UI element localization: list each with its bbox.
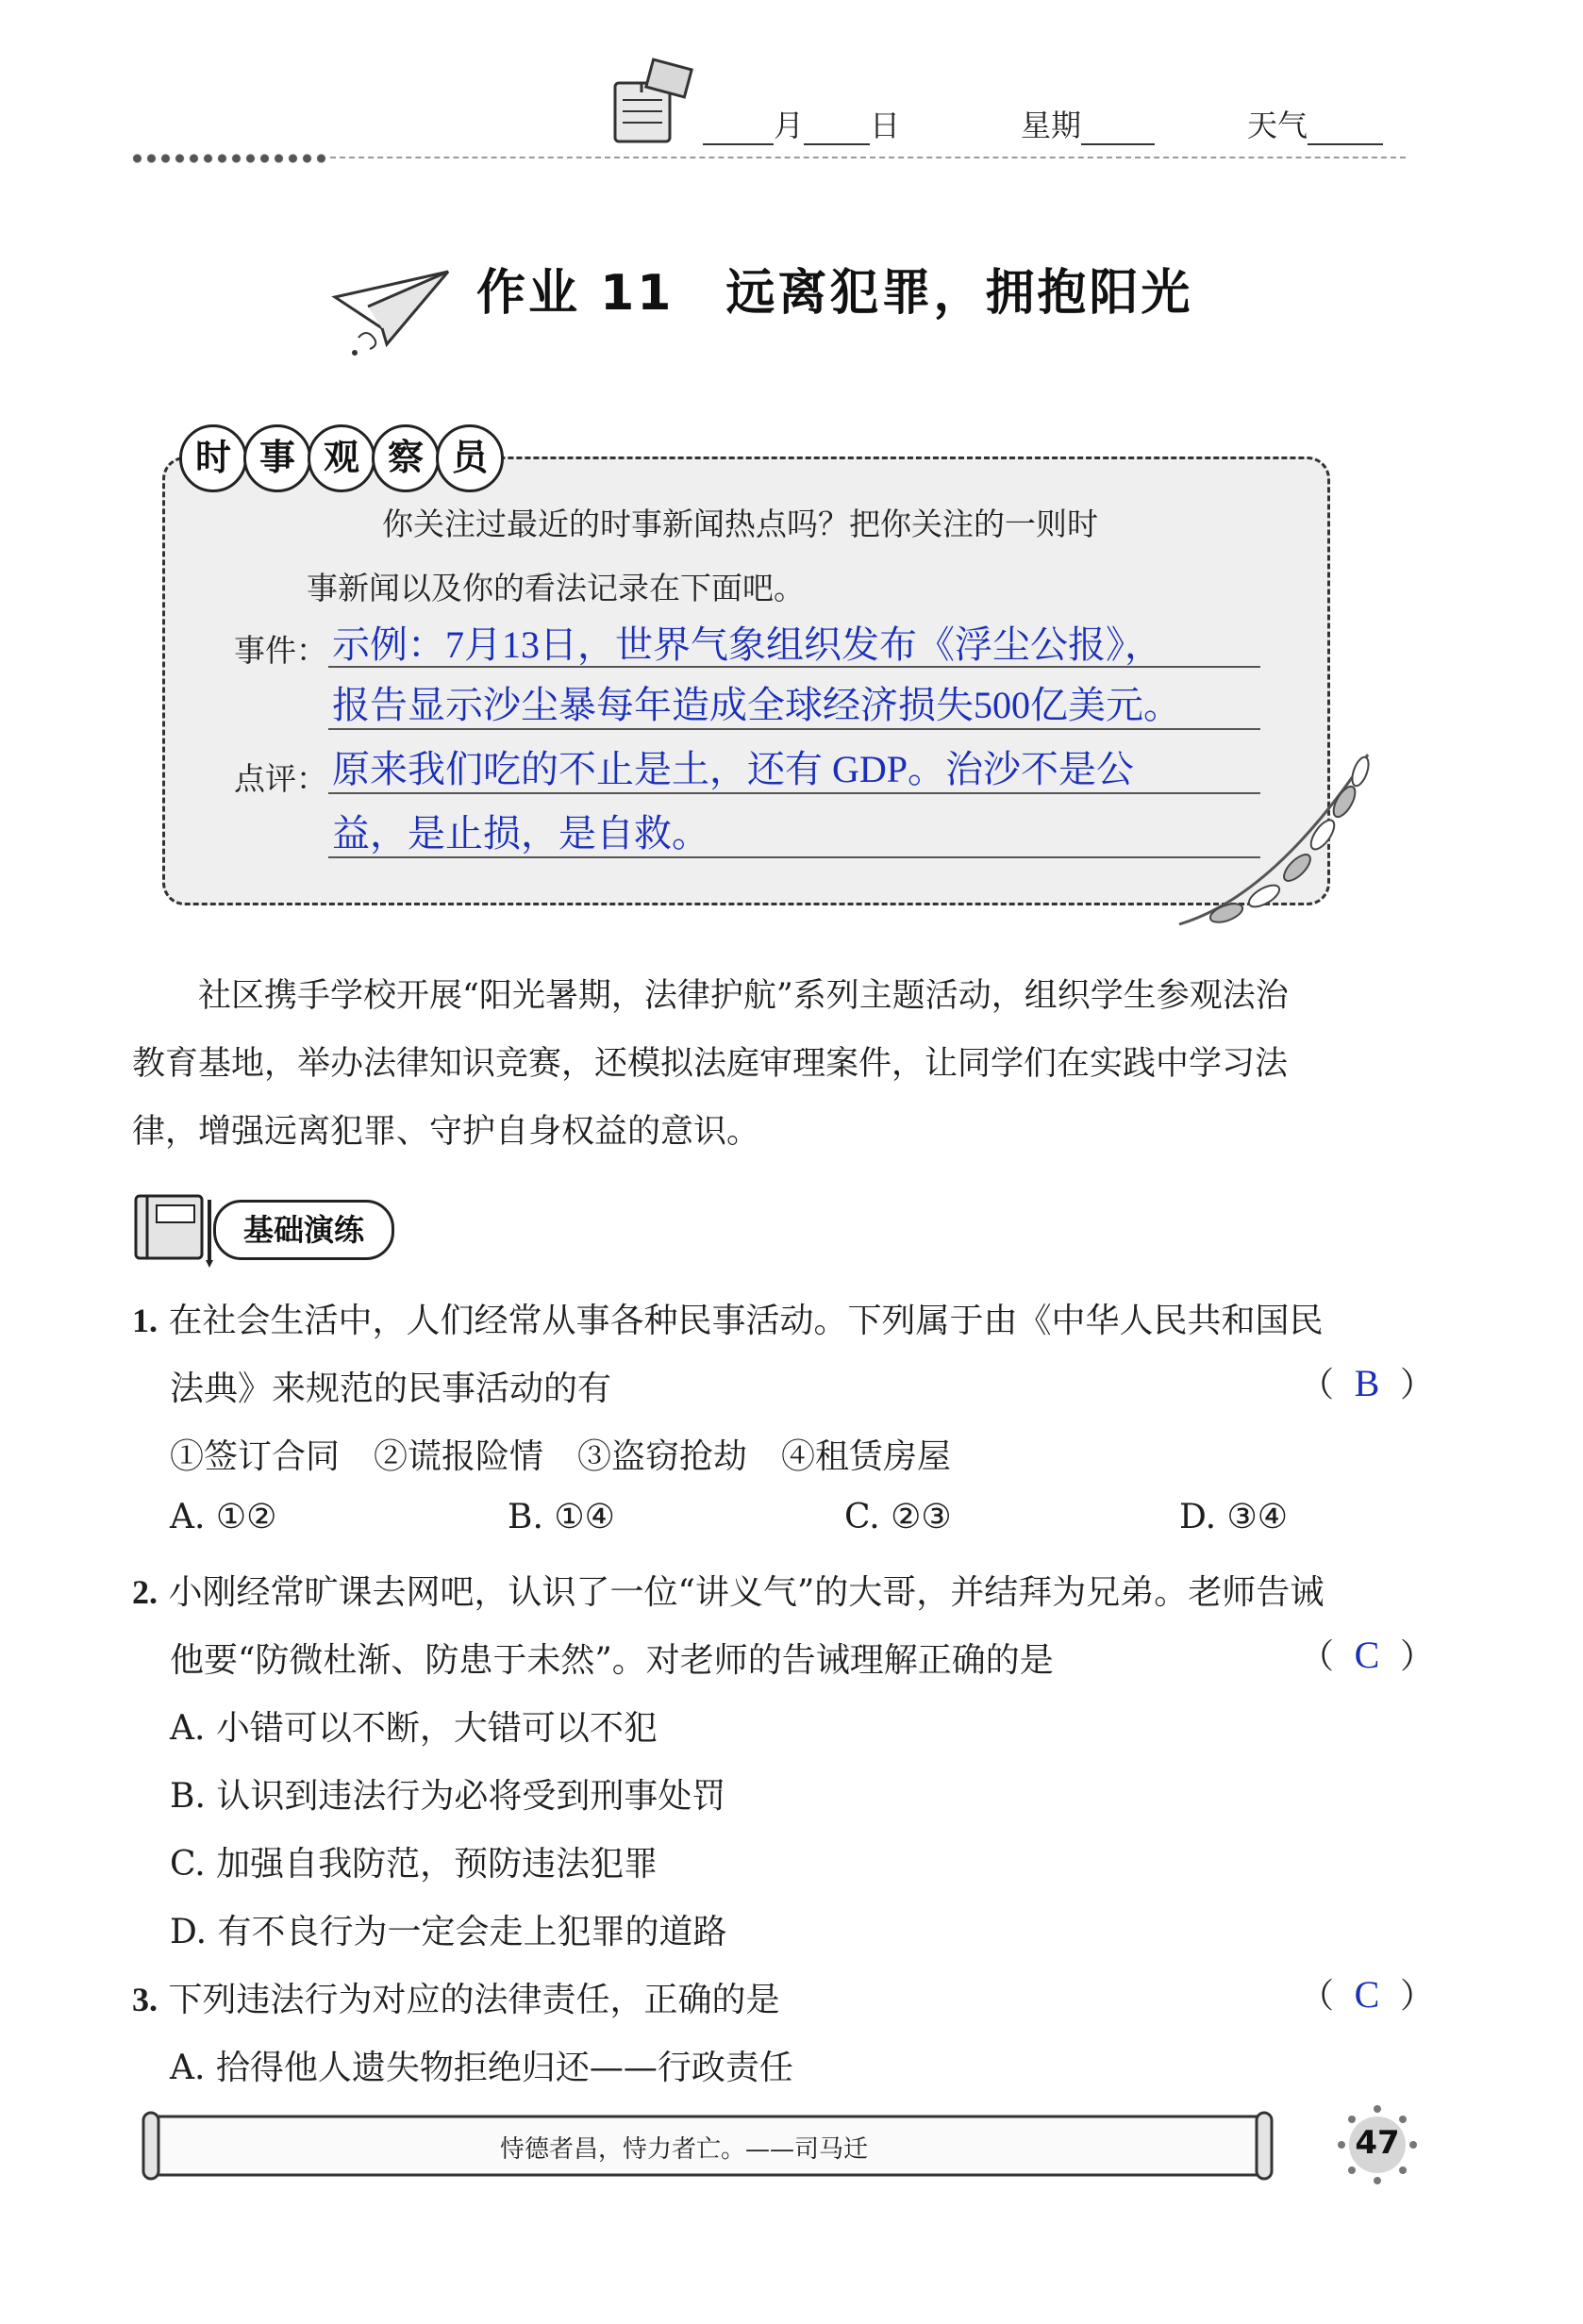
comment-label: 点评： [234,760,327,797]
question-2-text1: 小刚经常旷课去网吧，认识了一位“讲义气”的大哥，并结拜为兄弟。老师告诫 [168,1573,1325,1612]
section-label: 基础演练 [213,1200,394,1260]
leaf-branch-decoration [1160,736,1387,953]
event-line2: 报告显示沙尘暴每年造成全球经济损失500亿美元。 [332,684,1181,726]
page-number-badge [1338,2105,1417,2184]
weather-label: 天气 [1247,108,1308,143]
footer-quote: 恃德者昌，恃力者亡。——司马迁 [500,2135,869,2164]
page-number: 47 [1355,2124,1400,2162]
date-month-field [703,102,900,145]
observer-intro-line2: 事新闻以及你的看法记录在下面吧。 [307,570,805,606]
weather-blank [1308,111,1383,145]
question-3-number: 3. [132,1981,158,2018]
question-1-option-a: A. ①② [170,1498,277,1536]
question-1-option-c: C. ②③ [844,1498,952,1536]
observer-badge-char-2: 事 [243,424,311,492]
question-3-answer-paren: （ C ） [1300,1973,1435,2016]
question-3-answer: C [1354,1973,1380,2016]
paper-plane-icon [330,255,453,358]
observer-badge-char-1: 时 [179,424,247,492]
comment-line2: 益，是止损，是自救。 [332,812,709,855]
question-2-answer: C [1354,1634,1380,1676]
header-notebook-icon [604,55,698,149]
question-2-option-d: D. 有不良行为一定会走上犯罪的道路 [170,1913,727,1951]
event-line1: 示例：7月13日，世界气象组织发布《浮尘公报》， [332,623,1162,666]
question-2-option-b: B. 认识到违法行为必将受到刑事处罚 [170,1777,726,1816]
question-2-text2: 他要“防微杜渐、防患于未然”。对老师的告诫理解正确的是 [170,1641,1054,1680]
comment-rule-1 [328,792,1260,794]
intro-paragraph-line2: 教育基地，举办法律知识竞赛，还模拟法庭审理案件，让同学们在实践中学习法 [132,1045,1289,1083]
week-field [1021,102,1155,145]
event-label: 事件： [234,632,327,669]
question-3-option-a: A. 拾得他人遗失物拒绝归还——行政责任 [170,2049,793,2087]
question-1-option-d: D. ③④ [1179,1498,1289,1536]
question-2-line1 [132,1566,1324,1614]
page-title: 作业 11 远离犯罪，拥抱阳光 [476,265,1193,322]
question-1-answer: B [1354,1362,1380,1404]
book-icon [130,1190,225,1268]
weather-field [1247,102,1383,145]
week-label: 星期 [1021,108,1082,143]
day-label: 日 [870,108,901,143]
question-2-answer-paren: （ C ） [1300,1634,1435,1676]
question-1-option-b: B. ①④ [508,1498,615,1536]
question-1-text2: 法典》来规范的民事活动的有 [170,1370,612,1408]
observer-intro-line1: 你关注过最近的时事新闻热点吗？把你关注的一则时 [382,506,1098,542]
intro-paragraph-line1: 社区携手学校开展“阳光暑期，法律护航”系列主题活动，组织学生参观法治 [198,977,1289,1015]
question-3-text1: 下列违法行为对应的法律责任，正确的是 [168,1981,780,2019]
question-2-number: 2. [132,1573,158,1611]
question-2-option-a: A. 小错可以不断，大错可以不犯 [170,1709,658,1748]
month-blank [703,111,774,145]
question-1-line1 [132,1294,1323,1342]
question-1-text1: 在社会生活中，人们经常从事各种民事活动。下列属于由《中华人民共和国民 [168,1302,1324,1340]
question-1-answer-paren: （ B ） [1300,1362,1435,1404]
event-rule-1 [328,666,1260,668]
comment-line1: 原来我们吃的不止是土，还有 GDP。治沙不是公 [332,748,1135,790]
intro-paragraph-line3: 律，增强远离犯罪、守护自身权益的意识。 [132,1113,760,1151]
header-divider [330,157,1406,158]
question-1-items: ①签订合同 ②谎报险情 ③盗窃抢劫 ④租赁房屋 [170,1437,952,1476]
observer-badge-char-3: 观 [308,424,375,492]
question-1-number: 1. [132,1302,158,1339]
comment-rule-2 [328,856,1260,858]
event-rule-2 [328,728,1260,730]
question-3-line1 [132,1973,779,2021]
day-blank [804,111,870,145]
question-2-option-c: C. 加强自我防范，预防违法犯罪 [170,1845,658,1884]
month-label: 月 [774,108,805,143]
week-blank [1081,111,1155,145]
observer-badge-char-4: 察 [372,424,440,492]
observer-badge-char-5: 员 [436,424,504,492]
header-dots [130,153,328,164]
